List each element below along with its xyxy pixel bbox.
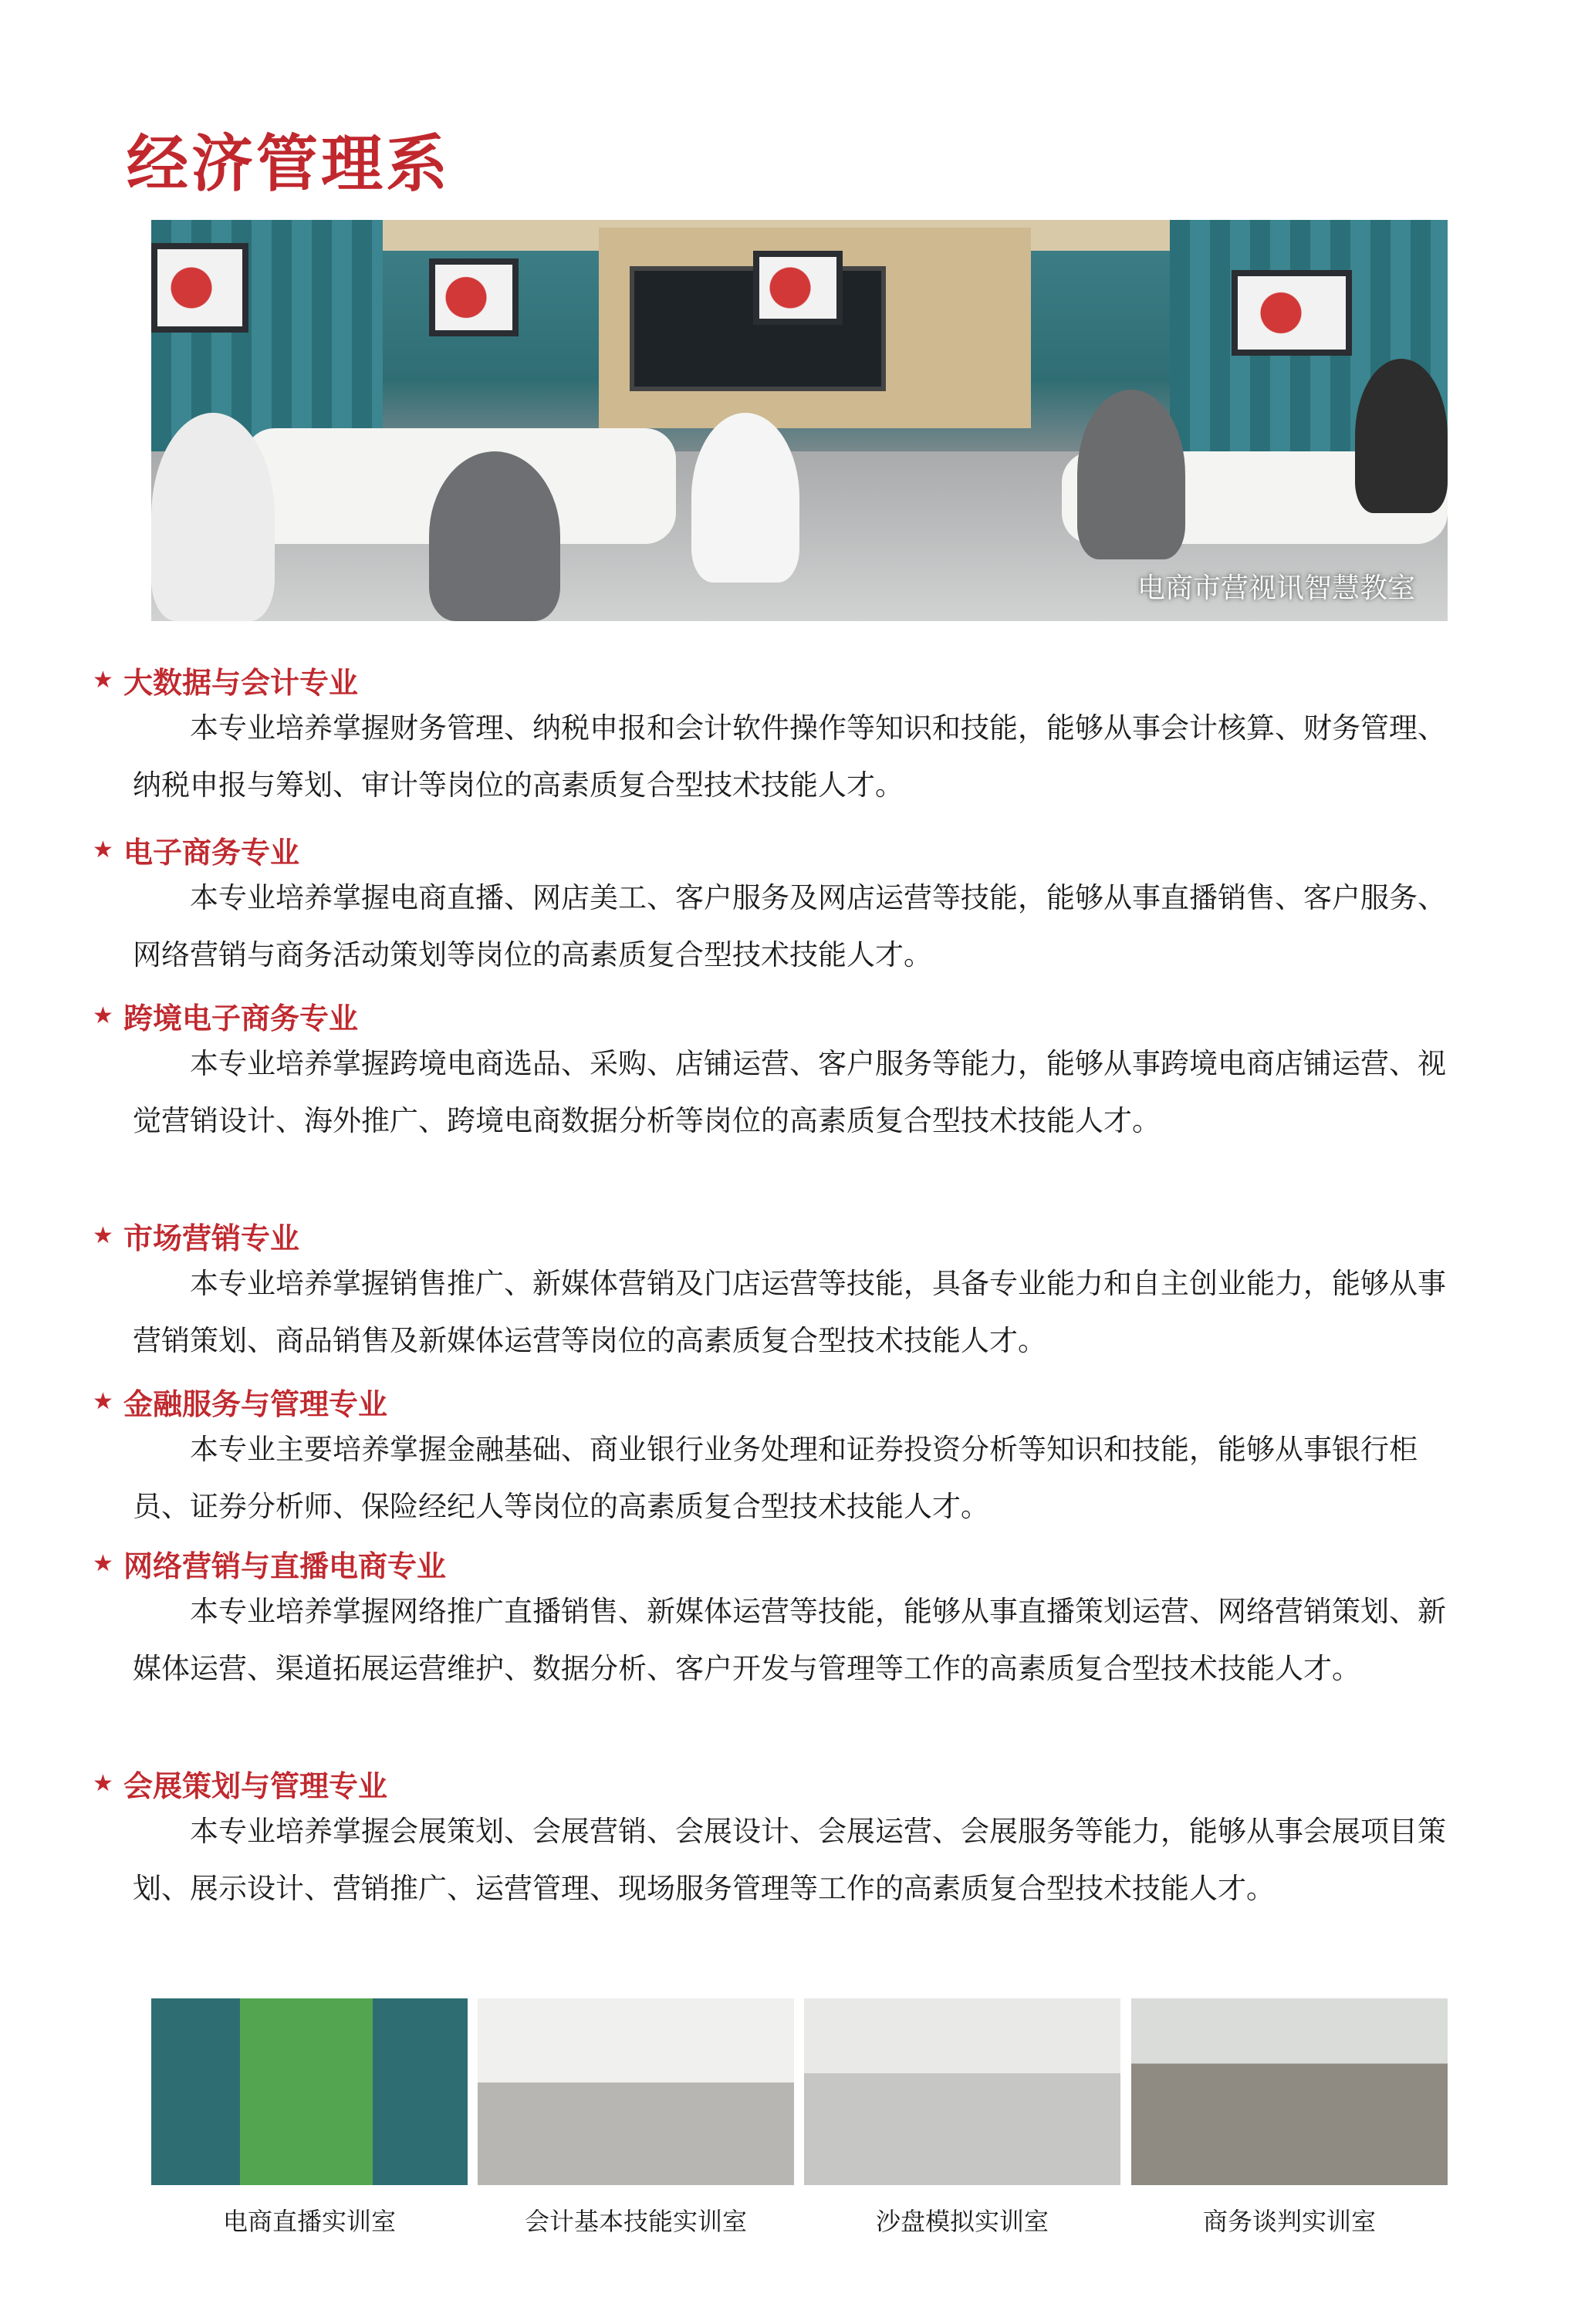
student xyxy=(429,451,560,621)
section-title xyxy=(93,995,1458,1035)
student xyxy=(1077,390,1185,559)
section-body: 本专业培养掌握财务管理、纳税申报和会计软件操作等知识和技能，能够从事会计核算、财务管理、纳税申报与筹划、审计等岗位的高素质复合型技术技能人才。 xyxy=(133,711,1446,802)
section-marketing xyxy=(93,1215,1458,1370)
star-icon: ★ xyxy=(93,1002,113,1029)
section-body: 本专业培养掌握电商直播、网店美工、客户服务及网店运营等技能，能够从事直播销售、客户服务、网络营销与商务活动策划等岗位的高素质复合型技术技能人才。 xyxy=(133,881,1446,971)
section-cross-border-e-commerce xyxy=(93,995,1458,1150)
section-title-text: 跨境电子商务专业 xyxy=(123,1001,359,1035)
section-title-text: 大数据与会计专业 xyxy=(123,665,359,700)
section-big-data-accounting xyxy=(93,660,1458,814)
star-icon: ★ xyxy=(93,1387,113,1415)
display-screen xyxy=(1232,270,1352,356)
star-icon: ★ xyxy=(93,836,113,863)
section-title xyxy=(93,1215,1458,1255)
section-body: 本专业培养掌握网络推广直播销售、新媒体运营等技能，能够从事直播策划运营、网络营销策划、新媒体运营、渠道拓展运营维护、数据分析、客户开发与管理等工作的高素质复合型技术技能人才。 xyxy=(133,1595,1446,1685)
student xyxy=(151,413,275,621)
photo-sandbox-room xyxy=(804,1998,1120,2185)
star-icon: ★ xyxy=(93,1221,113,1249)
section-title-text: 会展策划与管理专业 xyxy=(123,1768,388,1803)
section-title-text: 电子商务专业 xyxy=(123,835,300,870)
photo-label: 会计基本技能实训室 xyxy=(524,2207,747,2236)
section-title xyxy=(93,1381,1458,1421)
section-title xyxy=(93,829,1458,870)
section-body: 本专业培养掌握跨境电商选品、采购、店铺运营、客户服务等能力，能够从事跨境电商店铺运营、视觉营销设计、海外推广、跨境电商数据分析等岗位的高素质复合型技术技能人才。 xyxy=(133,1047,1446,1137)
section-body: 本专业培养掌握会展策划、会展营销、会展设计、会展运营、会展服务等能力，能够从事会展项目策划、展示设计、营销推广、运营管理、现场服务管理等工作的高素质复合型技术技能人才。 xyxy=(133,1815,1446,1905)
photo-live-streaming-room xyxy=(151,1998,468,2185)
section-body: 本专业培养掌握销售推广、新媒体营销及门店运营等技能，具备专业能力和自主创业能力，能够从事营销策划、商品销售及新媒体运营等岗位的高素质复合型技术技能人才。 xyxy=(133,1267,1446,1357)
section-title xyxy=(93,1543,1458,1583)
star-icon: ★ xyxy=(93,1549,113,1577)
photo-label: 商务谈判实训室 xyxy=(1202,2207,1376,2236)
section-title xyxy=(93,660,1458,700)
training-room-photos xyxy=(151,1998,1448,2245)
photo-accounting-room xyxy=(478,1998,794,2185)
student xyxy=(691,413,799,583)
hero-photo-classroom xyxy=(151,220,1448,621)
star-icon: ★ xyxy=(93,666,113,694)
section-online-marketing-live-commerce xyxy=(93,1543,1458,1697)
display-screen xyxy=(429,258,519,336)
section-title xyxy=(93,1763,1458,1803)
section-body: 本专业主要培养掌握金融基础、商业银行业务处理和证券投资分析等知识和技能，能够从事银行柜员、证券分析师、保险经纪人等岗位的高素质复合型技术技能人才。 xyxy=(133,1433,1418,1523)
section-title-text: 金融服务与管理专业 xyxy=(123,1387,388,1421)
page-title: 经济管理系 xyxy=(127,128,451,200)
section-finance xyxy=(93,1381,1458,1535)
section-title-text: 市场营销专业 xyxy=(123,1221,300,1255)
photo-label: 沙盘模拟实训室 xyxy=(875,2207,1049,2236)
photo-label: 电商直播实训室 xyxy=(222,2207,396,2236)
hero-caption: 电商市营视讯智慧教室 xyxy=(1137,573,1415,604)
section-e-commerce xyxy=(93,829,1458,984)
student xyxy=(1355,359,1448,513)
photo-negotiation-room xyxy=(1131,1998,1448,2185)
star-icon: ★ xyxy=(93,1769,113,1797)
section-exhibition-planning xyxy=(93,1763,1458,1917)
display-screen xyxy=(151,243,248,333)
section-title-text: 网络营销与直播电商专业 xyxy=(123,1549,447,1583)
display-screen xyxy=(753,251,843,325)
